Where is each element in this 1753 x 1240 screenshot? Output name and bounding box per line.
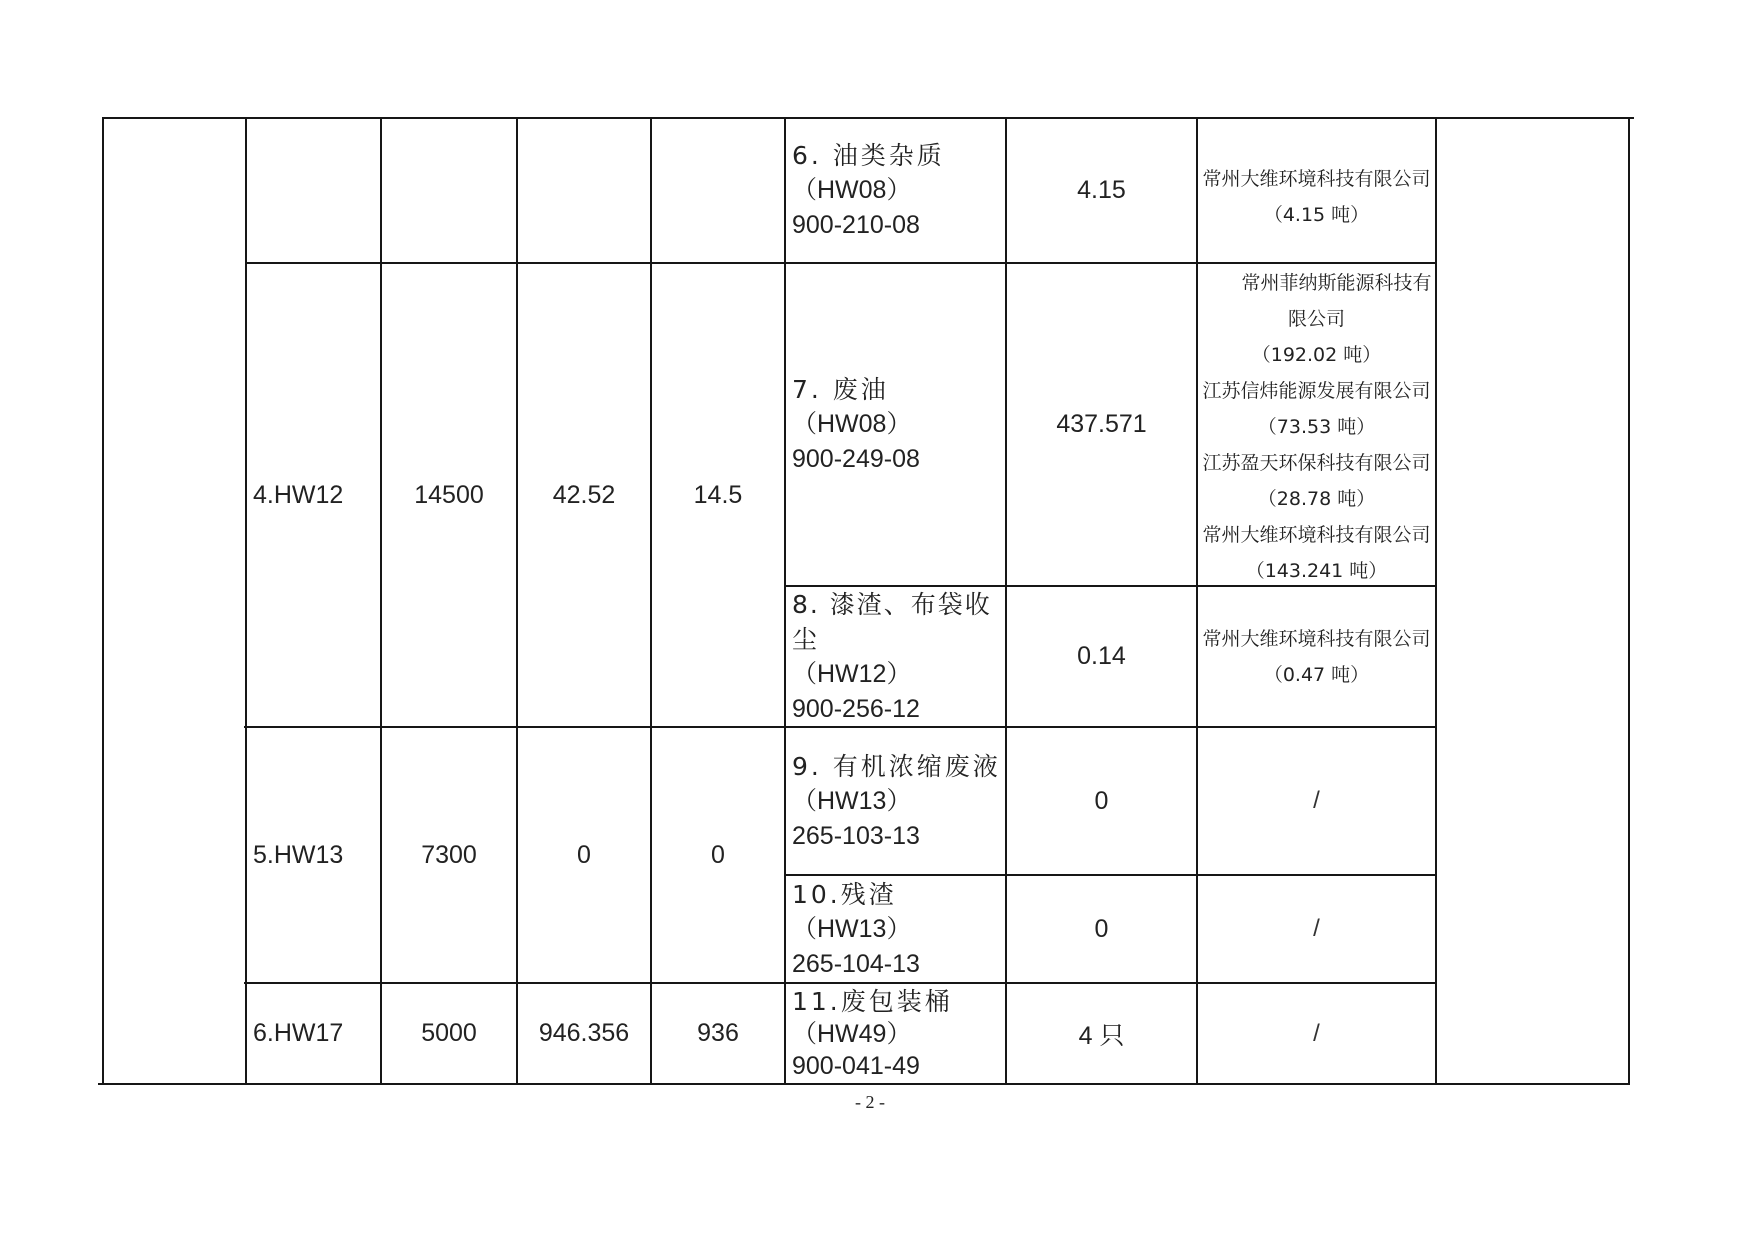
waste-item-cell bbox=[786, 728, 1005, 874]
company-line: （4.15 吨） bbox=[1263, 204, 1370, 226]
company-line: 常州大维环境科技有限公司 bbox=[1202, 627, 1431, 650]
waste-item-cell bbox=[786, 984, 1005, 1083]
table-left-border bbox=[102, 117, 104, 1085]
disposal-company-cell: / bbox=[1313, 915, 1320, 942]
company-line: 常州大维环境科技有限公司 bbox=[1202, 168, 1431, 190]
company-line: 常州菲纳斯能源科技有 bbox=[1241, 271, 1432, 294]
permitted-capacity: 5000 bbox=[421, 1019, 477, 1047]
waste-code: 900-249-08 bbox=[792, 445, 920, 473]
company-line: （73.53 吨） bbox=[1257, 415, 1376, 438]
company-line: （192.02 吨） bbox=[1251, 343, 1382, 366]
company-line: 江苏盈天环保科技有限公司 bbox=[1202, 451, 1431, 474]
waste-code: 265-104-13 bbox=[792, 949, 920, 978]
amount-a: 42.52 bbox=[552, 480, 616, 509]
company-line: （28.78 吨） bbox=[1257, 487, 1376, 510]
disposal-company-cell bbox=[1198, 119, 1435, 262]
disposal-company-cell: / bbox=[1313, 787, 1320, 814]
page-number: - 2 - bbox=[855, 1092, 885, 1112]
waste-item-cell bbox=[786, 587, 1005, 726]
waste-name: 11.废包装桶 bbox=[792, 986, 953, 1016]
waste-item-cell bbox=[786, 119, 1005, 262]
waste-category: 5.HW13 bbox=[253, 840, 344, 869]
waste-code: 900-210-08 bbox=[792, 211, 920, 239]
company-line: （0.47 吨） bbox=[1263, 663, 1370, 686]
waste-item-cell bbox=[786, 876, 1005, 982]
waste-quantity: 4.15 bbox=[1077, 176, 1126, 204]
table-bottom-border bbox=[98, 1083, 1630, 1085]
amount-a: 946.356 bbox=[538, 1019, 630, 1047]
company-line: 限公司 bbox=[1287, 307, 1345, 330]
disposal-company-cell: / bbox=[1313, 1019, 1320, 1047]
waste-type: （HW13） bbox=[792, 914, 912, 943]
waste-type: （HW08） bbox=[792, 410, 912, 438]
disposal-company-cell bbox=[1198, 264, 1435, 585]
waste-quantity: 4 只 bbox=[1078, 1021, 1125, 1050]
waste-name: 8. 漆渣、布袋收尘 bbox=[792, 589, 992, 654]
waste-quantity: 437.571 bbox=[1056, 410, 1147, 438]
waste-category: 6.HW17 bbox=[253, 1019, 344, 1047]
amount-b: 0 bbox=[711, 840, 725, 869]
amount-a: 0 bbox=[577, 840, 591, 869]
waste-name: 9. 有机浓缩废液 bbox=[792, 751, 1001, 781]
waste-name: 7. 废油 bbox=[792, 375, 889, 404]
waste-quantity: 0.14 bbox=[1077, 642, 1126, 670]
waste-type: （HW08） bbox=[792, 176, 912, 204]
waste-type: （HW49） bbox=[792, 1019, 912, 1048]
company-line: 常州大维环境科技有限公司 bbox=[1202, 523, 1431, 546]
permitted-capacity: 7300 bbox=[421, 840, 477, 869]
permitted-capacity: 14500 bbox=[414, 480, 484, 509]
waste-name: 6. 油类杂质 bbox=[792, 141, 945, 170]
company-line: （143.241 吨） bbox=[1245, 559, 1388, 582]
waste-type: （HW13） bbox=[792, 786, 912, 815]
company-line: 江苏信炜能源发展有限公司 bbox=[1202, 379, 1431, 402]
column-divider bbox=[1435, 117, 1437, 1085]
amount-b: 936 bbox=[697, 1019, 739, 1047]
waste-category: 4.HW12 bbox=[253, 480, 344, 509]
waste-quantity: 0 bbox=[1094, 786, 1109, 815]
waste-code: 265-103-13 bbox=[792, 821, 920, 850]
waste-type: （HW12） bbox=[792, 659, 912, 688]
waste-item-cell bbox=[786, 264, 1005, 585]
amount-b: 14.5 bbox=[693, 480, 743, 509]
waste-code: 900-041-49 bbox=[792, 1051, 920, 1080]
table-right-border bbox=[1628, 117, 1630, 1085]
waste-name: 10.残渣 bbox=[792, 879, 897, 909]
waste-code: 900-256-12 bbox=[792, 694, 920, 723]
waste-quantity: 0 bbox=[1094, 914, 1109, 943]
disposal-company-cell bbox=[1198, 587, 1435, 726]
